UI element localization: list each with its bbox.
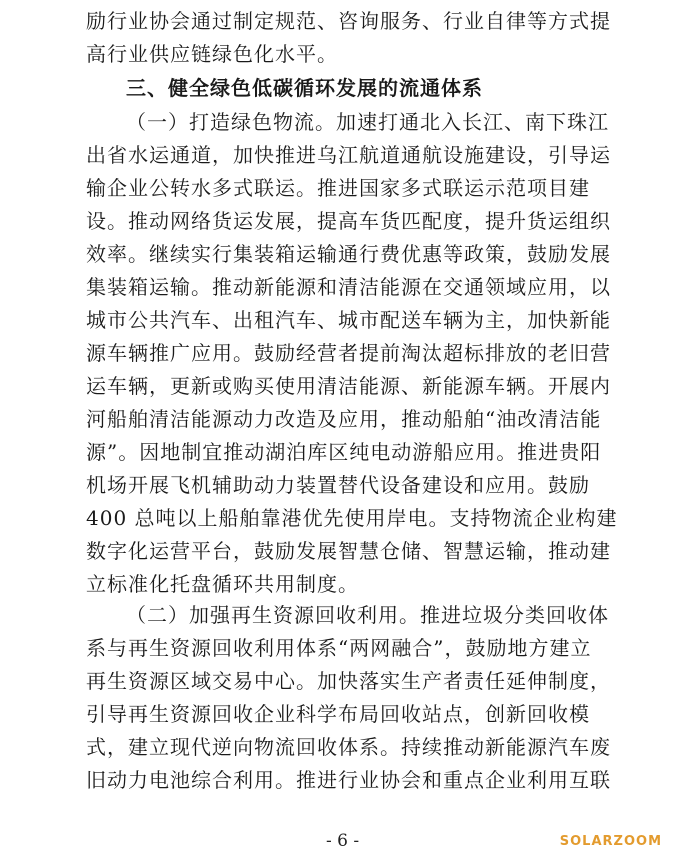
text-line: 励行业协会通过制定规范、咨询服务、行业自律等方式提 (86, 9, 611, 33)
text-line: 效率。继续实行集装箱运输通行费优惠等政策，鼓励发展 (86, 242, 611, 266)
section-heading: 三、健全绿色低碳循环发展的流通体系 (126, 76, 483, 100)
text-line: 源车辆推广应用。鼓励经营者提前淘汰超标排放的老旧营 (86, 341, 611, 365)
text-line: 系与再生资源回收利用体系“两网融合”，鼓励地方建立 (86, 636, 592, 660)
text-line: 立标准化托盘循环共用制度。 (86, 572, 359, 596)
text-line: 源”。因地制宜推动湖泊库区纯电动游船应用。推进贵阳 (86, 440, 602, 464)
solarzoom-watermark: SOLARZOOM (559, 834, 662, 849)
text-line: 输企业公转水多式联运。推进国家多式联运示范项目建 (86, 176, 590, 200)
text-line: 出省水运通道，加快推进乌江航道通航设施建设，引导运 (86, 143, 611, 167)
text-line: 再生资源区域交易中心。加快落实生产者责任延伸制度， (86, 669, 611, 693)
text-line: 旧动力电池综合利用。推进行业协会和重点企业利用互联 (86, 768, 611, 792)
page-number: - 6 - (326, 831, 360, 851)
text-line: 高行业供应链绿色化水平。 (86, 42, 338, 66)
text-line: 400 总吨以上船舶靠港优先使用岸电。支持物流企业构建 (86, 506, 618, 530)
text-line: 城市公共汽车、出租汽车、城市配送车辆为主，加快新能 (86, 308, 611, 332)
text-line: 式，建立现代逆向物流回收体系。持续推动新能源汽车废 (86, 735, 611, 759)
text-line: 集装箱运输。推动新能源和清洁能源在交通领域应用，以 (86, 275, 611, 299)
text-line: 引导再生资源回收企业科学布局回收站点，创新回收模 (86, 702, 590, 726)
text-line: 运车辆，更新或购买使用清洁能源、新能源车辆。开展内 (86, 374, 611, 398)
text-line: 设。推动网络货运发展，提高车货匹配度，提升货运组织 (86, 209, 611, 233)
subsection-heading: （一）打造绿色物流。加速打通北入长江、南下珠江 (126, 110, 609, 134)
text-line: 机场开展飞机辅助动力装置替代设备建设和应用。鼓励 (86, 473, 590, 497)
text-line: 数字化运营平台，鼓励发展智慧仓储、智慧运输，推动建 (86, 539, 611, 563)
text-line: 河船舶清洁能源动力改造及应用，推动船舶“油改清洁能 (86, 407, 602, 431)
page-footer (0, 826, 680, 856)
subsection-heading: （二）加强再生资源回收利用。推进垃圾分类回收体 (126, 603, 609, 627)
